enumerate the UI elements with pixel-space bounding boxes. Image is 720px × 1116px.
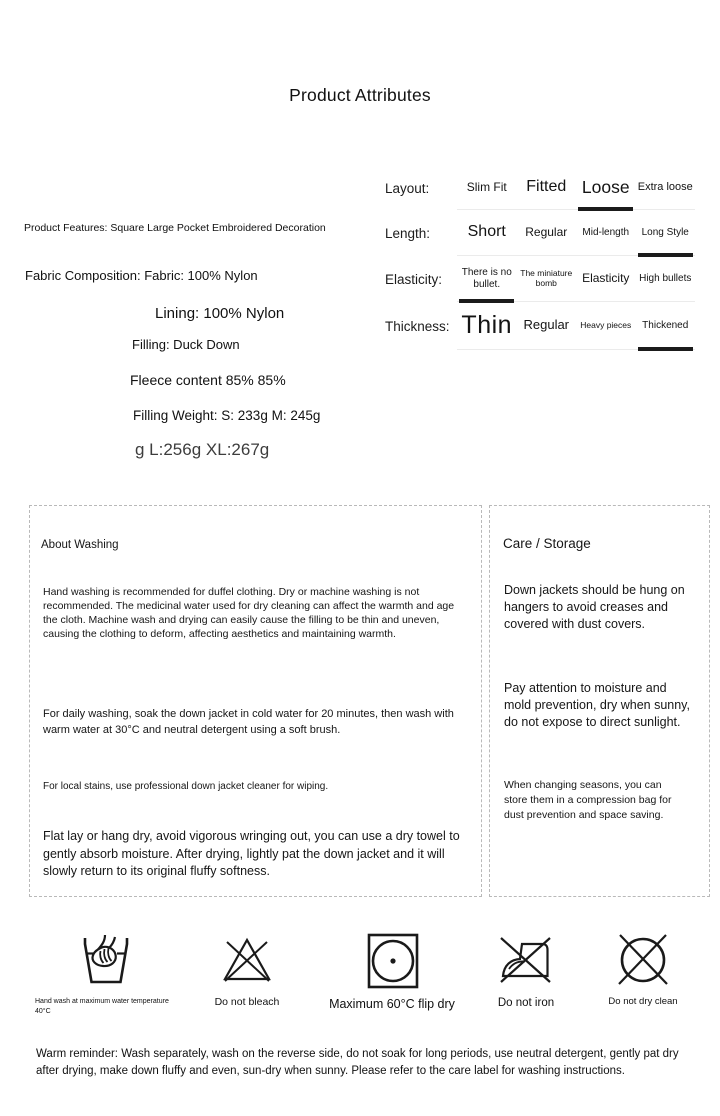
about-washing-box — [29, 505, 482, 897]
filling-text: Filling: Duck Down — [132, 337, 240, 352]
do-not-bleach-icon — [215, 931, 279, 991]
option-slim-fit[interactable]: Slim Fit — [466, 179, 507, 194]
care-storage-title: Care / Storage — [503, 536, 591, 551]
filling-weight-cont-text: g L:256g XL:267g — [135, 440, 270, 459]
attr-row-elasticity — [385, 256, 695, 302]
attr-row-length — [385, 210, 695, 256]
care-paragraph: Down jackets should be hung on hangers to avoid creases and covered with dust covers. — [504, 583, 685, 632]
washing-paragraph: Hand washing is recommended for duffel clothing. Dry or machine washing is not recommended. The medicinal water used for dry cleaning can affect the warmth and age the cloth. Machine wash and drying can easily cause the filling to be thin and uneven, causing the clothing to deform, affecting aesthetics and maintaining warmth. — [43, 586, 455, 640]
hand-wash-icon — [74, 931, 138, 991]
care-paragraph: When changing seasons, you can store them in a compression bag for dust prevention and space saving. — [504, 779, 672, 821]
about-washing-title: About Washing — [41, 539, 119, 551]
care-symbol-label: Hand wash at maximum water temperature 40°C — [35, 998, 169, 1016]
option-loose[interactable]: Loose — [576, 166, 636, 209]
option-regular-thickness[interactable]: Regular — [523, 317, 570, 333]
care-symbol-do-not-bleach — [196, 931, 298, 1010]
option-short[interactable]: Short — [467, 223, 506, 241]
option-no-stretch[interactable]: There is no bullet. — [457, 256, 517, 301]
attr-label-layout: Layout: — [385, 180, 430, 196]
page-title: Product Attributes — [289, 85, 431, 105]
care-storage-box — [489, 505, 710, 897]
option-thin[interactable]: Thin — [461, 311, 513, 340]
option-heavy-pieces[interactable]: Heavy pieces — [580, 319, 632, 330]
attr-row-thickness — [385, 302, 695, 350]
attr-options-length — [457, 210, 695, 256]
product-features-text: Product Features: Square Large Pocket Embroidered Decoration — [24, 222, 326, 234]
care-symbol-label: Maximum 60°C flip dry — [329, 997, 455, 1011]
option-mid-length[interactable]: Mid-length — [582, 226, 630, 238]
attr-row-layout — [385, 166, 695, 210]
care-symbol-label: Do not iron — [497, 997, 555, 1009]
lining-text: Lining: 100% Nylon — [155, 305, 285, 322]
care-symbol-do-not-dry-clean — [582, 931, 704, 1009]
attr-label-length: Length: — [385, 225, 431, 241]
option-micro-stretch[interactable]: The miniature bomb — [520, 267, 573, 288]
attr-label-thickness: Thickness: — [385, 318, 450, 334]
tumble-dry-60-icon — [360, 931, 424, 991]
do-not-dry-clean-icon — [611, 931, 675, 991]
washing-paragraph: Flat lay or hang dry, avoid vigorous wringing out, you can use a dry towel to gently absorb moisture. After drying, lightly pat the down jacket and it will slowly return to its original fluffy softness. — [43, 829, 460, 878]
washing-paragraph: For daily washing, soak the down jacket in cold water for 20 minutes, then wash with warm water at 30°C and neutral detergent using a soft brush. — [43, 708, 454, 736]
option-thickened[interactable]: Thickened — [636, 302, 696, 349]
attr-options-elasticity — [457, 256, 695, 302]
attr-options-layout — [457, 166, 695, 210]
filling-weight-text: Filling Weight: S: 233g M: 245g — [133, 408, 321, 423]
care-symbol-tumble-dry — [314, 931, 470, 1013]
warm-reminder-text: Warm reminder: Wash separately, wash on the reverse side, do not soak for long periods, use neutral detergent, gently pat dry after drying, make down fluffy and even, sun-dry when sunny. Please refer to the care label for washing instructions. — [36, 1048, 679, 1078]
washing-paragraph: For local stains, use professional down jacket cleaner for wiping. — [43, 781, 329, 792]
option-extra-loose[interactable]: Extra loose — [637, 181, 693, 194]
option-elasticity[interactable]: Elasticity — [582, 270, 630, 285]
attr-options-thickness — [457, 302, 695, 350]
fabric-composition-text: Fabric Composition: Fabric: 100% Nylon — [25, 268, 258, 283]
option-regular-length[interactable]: Regular — [525, 224, 568, 239]
fleece-content-text: Fleece content 85% 85% — [130, 372, 286, 388]
care-symbol-hand-wash — [30, 931, 182, 1017]
option-long-style[interactable]: Long Style — [636, 210, 696, 255]
do-not-iron-icon — [494, 931, 558, 991]
care-symbol-label: Do not dry clean — [608, 996, 678, 1007]
option-fitted[interactable]: Fitted — [526, 178, 567, 196]
care-paragraph: Pay attention to moisture and mold prevention, dry when sunny, do not expose to direct sunlight. — [504, 681, 690, 730]
attributes-table — [385, 166, 695, 350]
care-symbol-label: Do not bleach — [214, 996, 280, 1008]
care-symbol-do-not-iron — [474, 931, 578, 1012]
option-high-stretch[interactable]: High bullets — [639, 272, 692, 284]
attr-label-elasticity: Elasticity: — [385, 271, 443, 287]
